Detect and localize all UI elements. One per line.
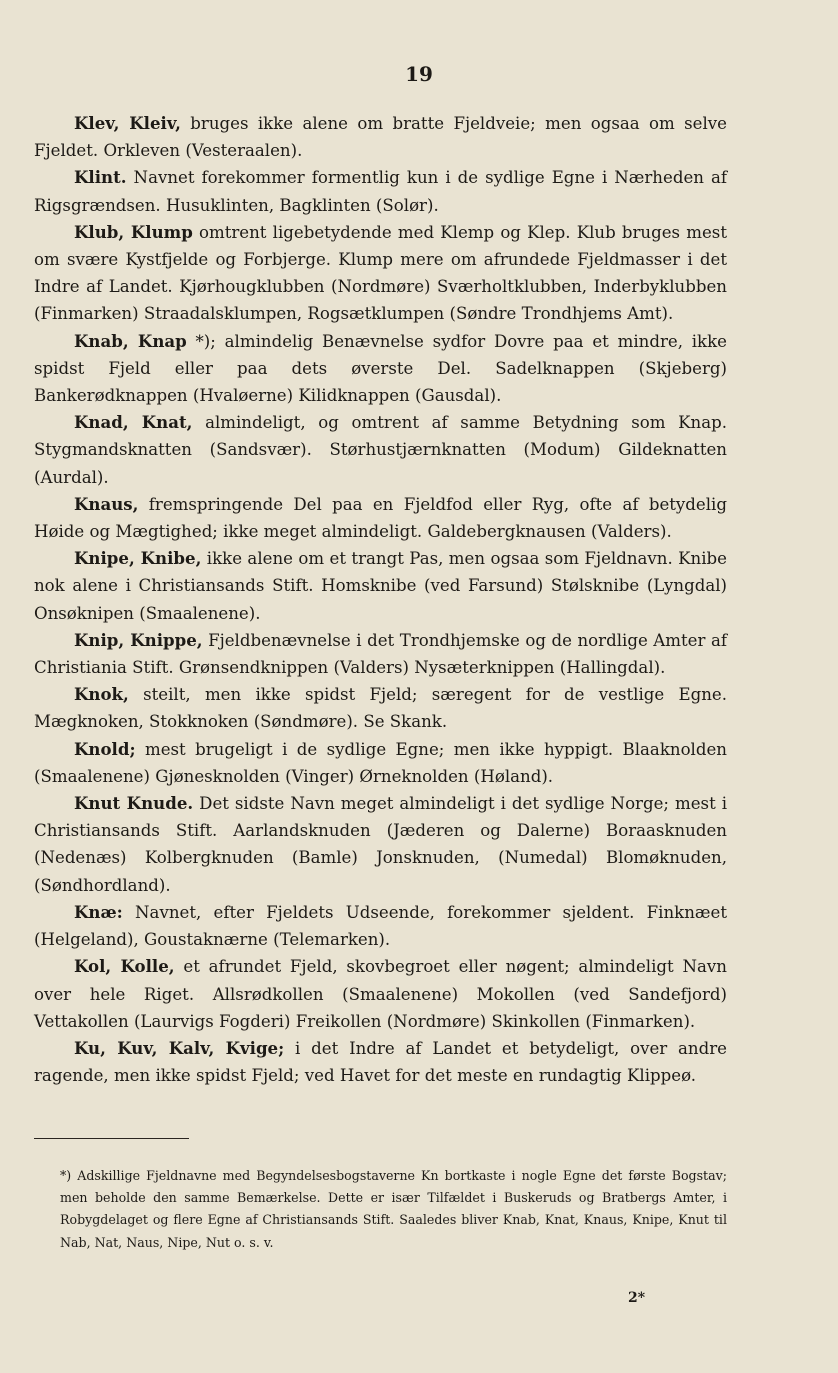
headword: Klint.	[74, 167, 127, 188]
entry-knab	[34, 328, 727, 410]
entry-knold	[34, 736, 727, 790]
entry-text: almindeligt, og omtrent af samme Betydning som Knap. Stygmandsknatten (Sandsvær). Størhustjærnknatten (Modum) Gildeknatten (Aurdal).	[34, 413, 727, 487]
entry-knip	[34, 627, 727, 681]
entry-knaus	[34, 491, 727, 545]
entry-ku	[34, 1035, 727, 1089]
headword: Knip, Knippe,	[74, 629, 203, 650]
entry-knok	[34, 681, 727, 735]
headword: Ku, Kuv, Kalv, Kvige;	[74, 1037, 285, 1058]
entry-kol	[34, 953, 727, 1035]
footnote-text: Adskillige Fjeldnavne med Begyndelsesbogstaverne Kn bortkaste i nogle Egne det første Bogstav; men beholde den samme Bemærkelse. Dette er især Tilfældet i Buskeruds og Bratbergs Amter, i Robygdelaget og flere Egne af Christiansands Stift. Saaledes bliver Knab, Knat, Knaus, Knipe, Knut til Nab, Nat, Naus, Nipe, Nut o. s. v.	[60, 1168, 727, 1250]
headword: Knold;	[74, 738, 136, 759]
entry-text: fremspringende Del paa en Fjeldfod eller Ryg, ofte af betydelig Høide og Mægtighed; ikke meget almindeligt. Galdebergknausen (Valders).	[34, 494, 727, 542]
headword: Knaus,	[74, 493, 139, 514]
entry-klint	[34, 164, 727, 218]
entry-knae	[34, 899, 727, 953]
entry-knipe	[34, 545, 727, 627]
entry-text: bruges ikke alene om bratte Fjeldveie; men ogsaa om selve Fjeldet. Orkleven (Vesteraalen).	[34, 114, 727, 161]
signature-mark: 2*	[628, 1290, 646, 1306]
entry-text: Navnet forekommer formentlig kun i de sydlige Egne i Nærheden af Rigsgrændsen. Husuklinten, Bagklinten (Solør).	[34, 168, 727, 215]
headword: Knab, Knap	[74, 330, 187, 351]
footnote-mark: *)	[60, 1168, 72, 1183]
headword: Klev, Kleiv,	[74, 113, 181, 133]
entry-text: et afrundet Fjeld, skovbegroet eller nøgent; almindeligt Navn over hele Riget. Allsrødkollen (Smaalenene) Mokollen (ved Sandefjord) Vettakollen (Laurvigs Fogderi) Freikollen (Nordmøre) Skinkollen (Finmarken).	[34, 957, 727, 1031]
page-number: 19	[405, 62, 433, 86]
entry-text: *); almindelig Benævnelse sydfor Dovre paa et mindre, ikke spidst Fjeld eller paa dets øverste Del. Sadelknappen (Skjeberg) Bankerødknappen (Hvaløerne) Kilidknappen (Gausdal).	[34, 331, 727, 406]
headword: Kol, Kolle,	[74, 956, 175, 977]
entry-knad	[34, 409, 727, 491]
headword: Klub, Klump	[74, 221, 193, 242]
entry-text: Fjeldbenævnelse i det Trondhjemske og de nordlige Amter af Christiania Stift. Grønsendknippen (Valders) Nysæterknippen (Hallingdal).	[34, 630, 727, 678]
dictionary-body	[34, 110, 727, 1089]
footnote	[60, 1165, 727, 1254]
entry-text: Det sidste Navn meget almindeligt i det sydlige Norge; mest i Christiansands Stift. Aarlandsknuden (Jæderen og Dalerne) Boraasknuden (Nedenæs) Kolbergknuden (Bamle) Jonsknuden, (Numedal) Blomøknuden, (Søndhordland).	[34, 794, 728, 895]
entry-text: Navnet, efter Fjeldets Udseende, forekommer sjeldent. Finknæet (Helgeland), Goustaknærne (Telemarken).	[34, 902, 727, 950]
footnote-divider	[34, 1138, 189, 1139]
entry-klub	[34, 219, 727, 328]
entry-text: steilt, men ikke spidst Fjeld; særegent for de vestlige Egne. Mægknoken, Stokknoken (Søndmøre). Se Skank.	[34, 685, 727, 732]
headword: Knad, Knat,	[74, 412, 193, 433]
headword: Knæ:	[74, 901, 123, 922]
headword: Knut Knude.	[74, 793, 194, 814]
entry-text: ikke alene om et trangt Pas, men ogsaa som Fjeldnavn. Knibe nok alene i Christiansands Stift. Homsknibe (ved Farsund) Stølsknibe (Lyngdal) Onsøknipen (Smaalenene).	[34, 549, 727, 623]
headword: Knok,	[74, 684, 129, 705]
entry-text: omtrent ligebetydende med Klemp og Klep. Klub bruges mest om svære Kystfjelde og Forbjerge. Klump mere om afrundede Fjeldmasser i det Indre af Landet. Kjørhougklubben (Nordmøre) Sværholtklubben, Inderbyklubben (Finmarken) Straadalsklumpen, Rogsætklumpen (Søndre Trondhjems Amt).	[34, 222, 727, 324]
entry-klev	[34, 110, 727, 164]
entry-text: i det Indre af Landet et betydeligt, over andre ragende, men ikke spidst Fjeld; ved Havet for det meste en rundagtig Klippeø.	[34, 1038, 727, 1086]
headword: Knipe, Knibe,	[74, 548, 202, 569]
entry-knut	[34, 790, 727, 899]
entry-text: mest brugeligt i de sydlige Egne; men ikke hyppigt. Blaaknolden (Smaalenene) Gjønesknolden (Vinger) Ørneknolden (Høland).	[34, 739, 727, 786]
